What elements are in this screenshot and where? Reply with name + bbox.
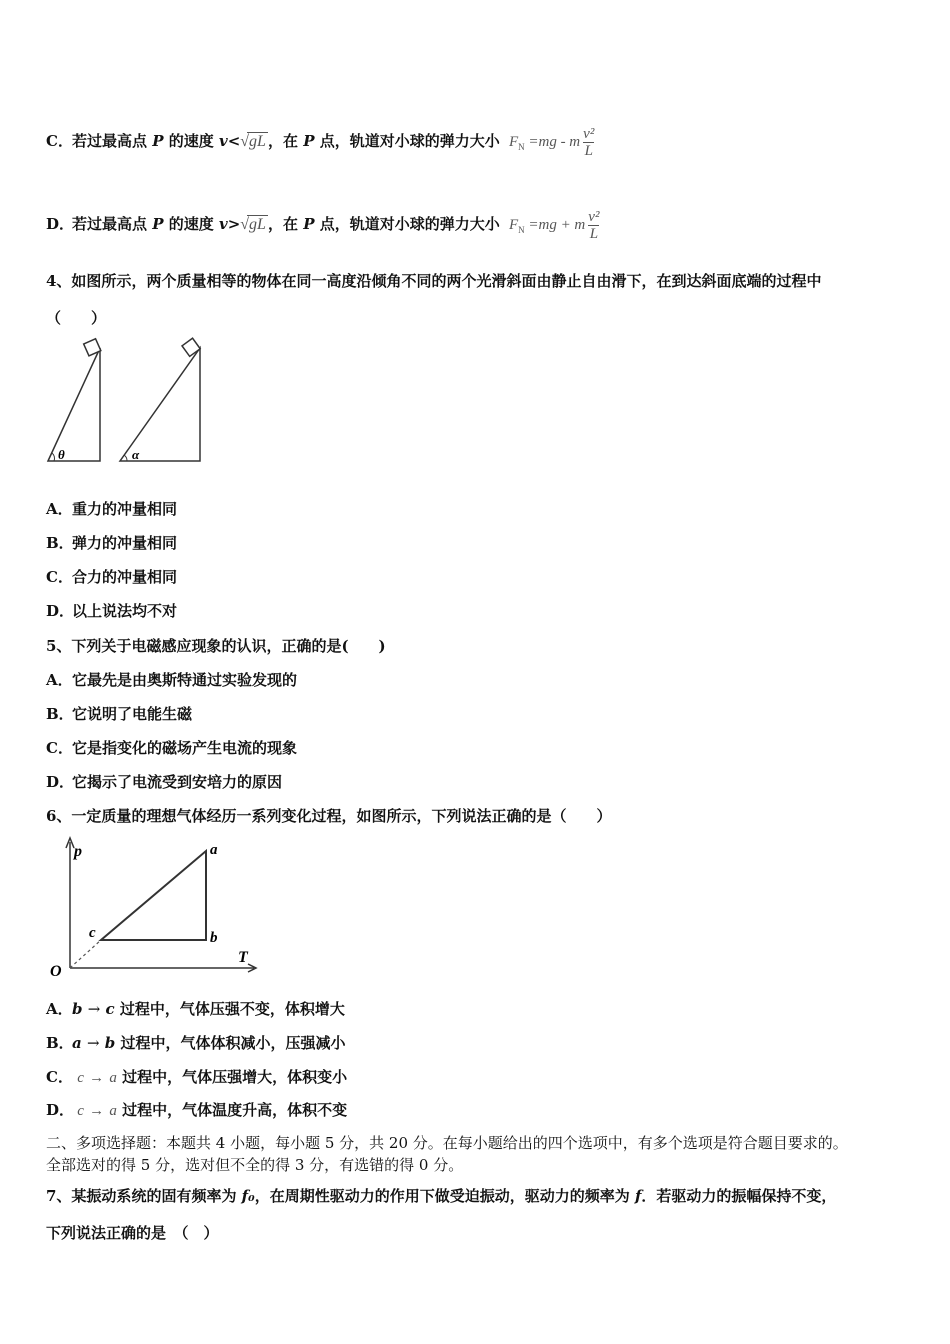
angle-alpha-label: α	[132, 447, 140, 462]
q4-option-a: A．重力的冲量相同	[46, 500, 178, 518]
q7-stem: 7、某振动系统的固有频率为 f₀，在周期性驱动力的作用下做受迫振动，驱动力的频率为 f．若驱动力的振幅保持不变，	[46, 1187, 837, 1205]
q5-option-a: A．它最先是由奥斯特通过实验发现的	[46, 671, 298, 689]
q5-option-d: D．它揭示了电流受到安培力的原因	[46, 773, 283, 791]
p-axis-label: p	[74, 843, 82, 860]
formula: $F_N =mg - m$ $\frac{\text{v²}}{L}$	[508, 126, 595, 159]
incline-left	[48, 348, 100, 461]
q6-option-b: B．a → b 过程中，气体体积减小，压强减小	[46, 1034, 346, 1052]
incline-right	[120, 348, 200, 461]
q6-pt-graph	[44, 834, 264, 982]
q7-stem-line2: 下列说法正确的是 （ ）	[46, 1224, 219, 1242]
point-b-label: b	[210, 930, 218, 946]
q5-option-b: B．它说明了电能生磁	[46, 705, 193, 723]
q4-option-d: D．以上说法均不对	[46, 602, 178, 620]
q6-option-a: A．b → c 过程中，气体压强不变，体积增大	[46, 1000, 345, 1018]
option-mark: C．	[46, 131, 73, 150]
q4-stem: 4、如图所示，两个质量相等的物体在同一高度沿倾角不同的两个光滑斜面由静止自由滑下，在到达斜面底端的过程中	[46, 272, 822, 290]
point-a-label: a	[210, 842, 218, 858]
q6-stem: 6、一定质量的理想气体经历一系列变化过程，如图所示，下列说法正确的是（ ）	[46, 807, 612, 825]
q3-option-d: D．若过最高点 P 的速度 v>√gL ，在 P 点，轨道对小球的弹力大小 $F_N =mg + m$ $\frac{\text{v²}}{L}$	[46, 209, 600, 242]
q6-option-c: C． c → a 过程中，气体压强增大，体积变小	[46, 1068, 348, 1086]
q5-option-c: C．它是指变化的磁场产生电流的现象	[46, 739, 298, 757]
origin-label: O	[50, 963, 62, 980]
cycle-triangle	[101, 851, 206, 940]
q4-inclines-figure	[44, 336, 209, 466]
block-right	[182, 338, 200, 356]
q5-stem: 5、下列关于电磁感应现象的认识，正确的是( )	[46, 637, 386, 655]
q6-option-d: D． c → a 过程中，气体温度升高，体积不变	[46, 1101, 348, 1119]
q4-option-b: B．弹力的冲量相同	[46, 534, 178, 552]
angle-theta-label: θ	[58, 447, 65, 462]
dashed-extension	[70, 940, 101, 968]
q3-option-c: C．若过最高点 P 的速度 v<√gL ，在 P 点，轨道对小球的弹力大小 $F_N =mg - m$ $\frac{\text{v²}}{L}$	[46, 126, 595, 159]
q4-option-c: C．合力的冲量相同	[46, 568, 178, 586]
option-mark: D．	[46, 214, 75, 233]
t-axis-label: T	[238, 949, 248, 966]
section2-heading: 二、多项选择题：本题共 4 小题，每小题 5 分，共 20 分。在每小题给出的四个选项中，有多个选项是符合题目要求的。 全部选对的得 5 分，选对但不全的得 3 分，有选错的得 0 分。	[46, 1134, 848, 1174]
formula: $F_N =mg + m$ $\frac{\text{v²}}{L}$	[508, 209, 600, 242]
point-c-label: c	[89, 925, 96, 941]
q4-paren: （ ）	[46, 309, 107, 327]
